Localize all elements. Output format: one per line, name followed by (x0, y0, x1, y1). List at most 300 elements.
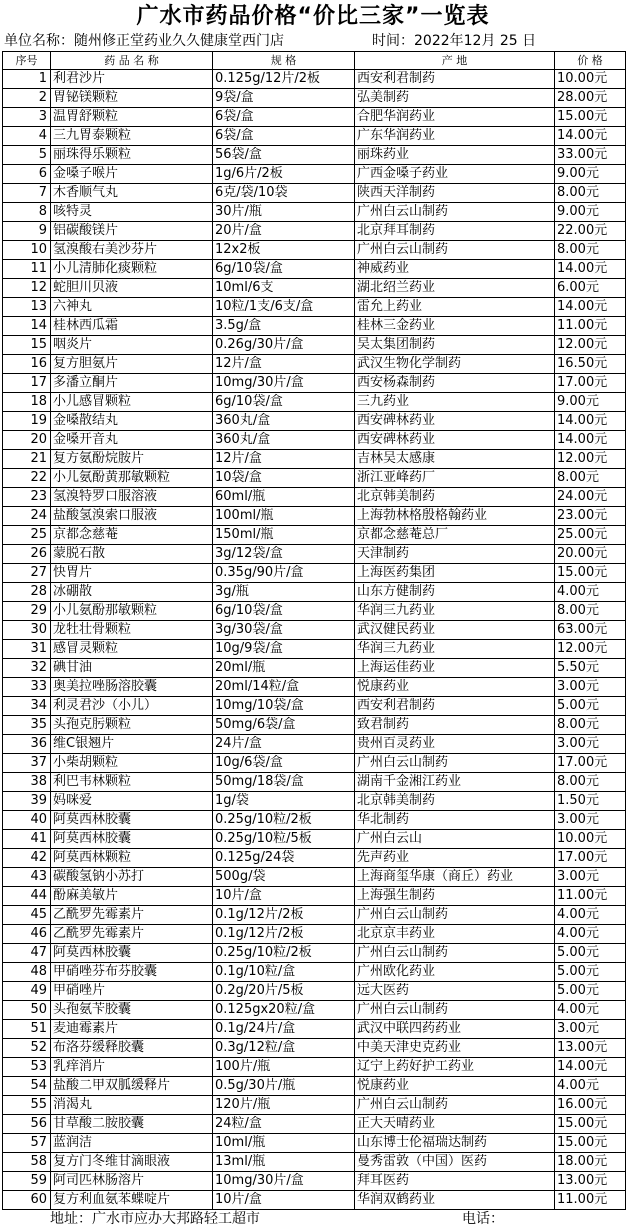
cell-no: 31 (3, 640, 51, 659)
cell-price: 8.00元 (555, 773, 626, 792)
cell-origin: 上海勃林格殷格翰药业 (355, 507, 555, 526)
table-row (3, 1039, 626, 1058)
cell-spec: 6g/10袋/盒 (213, 393, 355, 412)
cell-price: 13.00元 (555, 1172, 626, 1191)
cell-spec: 12片/盒 (213, 355, 355, 374)
cell-origin: 广州白云山制药 (355, 944, 555, 963)
table-row (3, 165, 626, 184)
cell-spec: 0.25g/10粒/2板 (213, 944, 355, 963)
cell-price: 4.00元 (555, 925, 626, 944)
date-label: 时间：2022年12月 25 日 (372, 33, 537, 49)
cell-name: 阿司匹林肠溶片 (51, 1172, 213, 1191)
cell-price: 4.00元 (555, 1001, 626, 1020)
table-row (3, 184, 626, 203)
cell-name: 乳痒消片 (51, 1058, 213, 1077)
cell-no: 43 (3, 868, 51, 887)
table-row (3, 412, 626, 431)
cell-no: 36 (3, 735, 51, 754)
cell-no: 2 (3, 89, 51, 108)
table-row (3, 982, 626, 1001)
cell-origin: 广东华润药业 (355, 127, 555, 146)
cell-price: 14.00元 (555, 127, 626, 146)
cell-no: 41 (3, 830, 51, 849)
cell-spec: 0.25g/10粒/2板 (213, 811, 355, 830)
cell-price: 23.00元 (555, 507, 626, 526)
cell-spec: 12x2板 (213, 241, 355, 260)
cell-name: 阿莫西林胶囊 (51, 811, 213, 830)
cell-spec: 150ml/瓶 (213, 526, 355, 545)
cell-no: 60 (3, 1191, 51, 1210)
cell-spec: 6袋/盒 (213, 108, 355, 127)
cell-no: 40 (3, 811, 51, 830)
cell-price: 14.00元 (555, 412, 626, 431)
cell-no: 56 (3, 1115, 51, 1134)
cell-price: 3.00元 (555, 811, 626, 830)
cell-spec: 120片/瓶 (213, 1096, 355, 1115)
cell-spec: 10片/盒 (213, 887, 355, 906)
cell-no: 4 (3, 127, 51, 146)
header-no: 序号 (3, 52, 51, 70)
cell-name: 多潘立酮片 (51, 374, 213, 393)
cell-price: 3.00元 (555, 678, 626, 697)
table-row (3, 1058, 626, 1077)
cell-origin: 神威药业 (355, 260, 555, 279)
cell-spec: 0.125g/24袋 (213, 849, 355, 868)
cell-no: 9 (3, 222, 51, 241)
cell-origin: 京都念慈菴总厂 (355, 526, 555, 545)
cell-no: 48 (3, 963, 51, 982)
cell-origin: 天津制药 (355, 545, 555, 564)
table-row (3, 602, 626, 621)
cell-no: 27 (3, 564, 51, 583)
cell-spec: 0.1g/12片/2板 (213, 906, 355, 925)
cell-name: 六神丸 (51, 298, 213, 317)
cell-no: 44 (3, 887, 51, 906)
cell-price: 12.00元 (555, 336, 626, 355)
cell-name: 甲硝唑芬布芬胶囊 (51, 963, 213, 982)
cell-spec: 3g/12袋/盒 (213, 545, 355, 564)
cell-no: 1 (3, 70, 51, 89)
cell-name: 妈咪爱 (51, 792, 213, 811)
table-row (3, 1096, 626, 1115)
table-row (3, 697, 626, 716)
header-origin: 产 地 (355, 52, 555, 70)
cell-name: 咳特灵 (51, 203, 213, 222)
cell-name: 蓝润洁 (51, 1134, 213, 1153)
table-row (3, 545, 626, 564)
table-row (3, 621, 626, 640)
cell-origin: 致君制药 (355, 716, 555, 735)
cell-name: 利君沙片 (51, 70, 213, 89)
cell-spec: 0.26g/30片/盒 (213, 336, 355, 355)
cell-no: 22 (3, 469, 51, 488)
cell-price: 17.00元 (555, 754, 626, 773)
cell-name: 胃铋镁颗粒 (51, 89, 213, 108)
cell-spec: 30片/瓶 (213, 203, 355, 222)
cell-price: 11.00元 (555, 887, 626, 906)
cell-price: 25.00元 (555, 526, 626, 545)
table-row (3, 450, 626, 469)
cell-spec: 0.1g/10粒/盒 (213, 963, 355, 982)
cell-name: 乙酰罗先霉素片 (51, 925, 213, 944)
cell-price: 16.50元 (555, 355, 626, 374)
cell-origin: 上海强生制药 (355, 887, 555, 906)
cell-price: 15.00元 (555, 1134, 626, 1153)
cell-spec: 360丸/盒 (213, 431, 355, 450)
header-price: 价 格 (555, 52, 626, 70)
cell-no: 42 (3, 849, 51, 868)
cell-no: 54 (3, 1077, 51, 1096)
table-row (3, 716, 626, 735)
cell-no: 13 (3, 298, 51, 317)
table-row (3, 792, 626, 811)
cell-no: 30 (3, 621, 51, 640)
cell-spec: 100片/瓶 (213, 1058, 355, 1077)
cell-spec: 10mg/30片/盒 (213, 374, 355, 393)
table-row (3, 336, 626, 355)
cell-price: 9.00元 (555, 165, 626, 184)
cell-price: 1.50元 (555, 792, 626, 811)
cell-spec: 6袋/盒 (213, 127, 355, 146)
table-row (3, 925, 626, 944)
table-row (3, 868, 626, 887)
cell-no: 10 (3, 241, 51, 260)
cell-name: 温胃舒颗粒 (51, 108, 213, 127)
cell-no: 45 (3, 906, 51, 925)
cell-spec: 6克/袋/10袋 (213, 184, 355, 203)
table-row (3, 735, 626, 754)
cell-spec: 10g/9袋/盒 (213, 640, 355, 659)
cell-name: 桂林西瓜霜 (51, 317, 213, 336)
cell-name: 阿莫西林颗粒 (51, 849, 213, 868)
cell-no: 11 (3, 260, 51, 279)
cell-no: 12 (3, 279, 51, 298)
cell-name: 复方胆氨片 (51, 355, 213, 374)
cell-origin: 西安利君制药 (355, 697, 555, 716)
cell-origin: 湖北绍兰药业 (355, 279, 555, 298)
cell-name: 布洛芬缓释胶囊 (51, 1039, 213, 1058)
cell-origin: 广州白云山制药 (355, 1096, 555, 1115)
cell-name: 龙牡壮骨颗粒 (51, 621, 213, 640)
cell-origin: 山东博士伦福瑞达制药 (355, 1134, 555, 1153)
cell-spec: 1g/6片/2板 (213, 165, 355, 184)
cell-name: 小儿清肺化痰颗粒 (51, 260, 213, 279)
table-row (3, 564, 626, 583)
table-row (3, 1020, 626, 1039)
cell-origin: 贵州百灵药业 (355, 735, 555, 754)
cell-spec: 10片/盒 (213, 1191, 355, 1210)
price-table (2, 51, 626, 1210)
footer (0, 1211, 626, 1228)
cell-origin: 武汉健民药业 (355, 621, 555, 640)
cell-spec: 3g/30袋/盒 (213, 621, 355, 640)
cell-price: 14.00元 (555, 1058, 626, 1077)
table-body (3, 70, 626, 1210)
cell-name: 蒙脱石散 (51, 545, 213, 564)
cell-origin: 华润三九药业 (355, 640, 555, 659)
cell-no: 34 (3, 697, 51, 716)
cell-no: 47 (3, 944, 51, 963)
cell-origin: 丽珠药业 (355, 146, 555, 165)
table-row (3, 146, 626, 165)
cell-origin: 华润双鹤药业 (355, 1191, 555, 1210)
cell-origin: 广州白云山制药 (355, 906, 555, 925)
table-row (3, 811, 626, 830)
table-row (3, 1191, 626, 1210)
cell-origin: 北京韩美制药 (355, 792, 555, 811)
cell-name: 木香顺气丸 (51, 184, 213, 203)
cell-no: 16 (3, 355, 51, 374)
cell-origin: 广州白云山制药 (355, 203, 555, 222)
cell-name: 小儿氨酚那敏颗粒 (51, 602, 213, 621)
cell-origin: 陕西天洋制药 (355, 184, 555, 203)
cell-no: 19 (3, 412, 51, 431)
table-row (3, 659, 626, 678)
table-row (3, 222, 626, 241)
cell-origin: 湖南千金湘江药业 (355, 773, 555, 792)
table-row (3, 203, 626, 222)
cell-price: 14.00元 (555, 431, 626, 450)
cell-spec: 10g/6袋/盒 (213, 754, 355, 773)
cell-name: 甘草酸二胺胶囊 (51, 1115, 213, 1134)
cell-name: 盐酸二甲双胍缓释片 (51, 1077, 213, 1096)
cell-no: 6 (3, 165, 51, 184)
cell-origin: 广西金嗓子药业 (355, 165, 555, 184)
cell-name: 快胃片 (51, 564, 213, 583)
cell-no: 26 (3, 545, 51, 564)
table-row (3, 241, 626, 260)
cell-price: 9.00元 (555, 393, 626, 412)
cell-price: 6.00元 (555, 279, 626, 298)
cell-no: 58 (3, 1153, 51, 1172)
cell-name: 感冒灵颗粒 (51, 640, 213, 659)
cell-price: 8.00元 (555, 716, 626, 735)
cell-price: 8.00元 (555, 241, 626, 260)
table-row (3, 374, 626, 393)
cell-no: 46 (3, 925, 51, 944)
cell-name: 铝碳酸镁片 (51, 222, 213, 241)
table-row (3, 70, 626, 89)
cell-price: 3.00元 (555, 868, 626, 887)
cell-origin: 西安碑林药业 (355, 412, 555, 431)
cell-price: 5.00元 (555, 982, 626, 1001)
footer-phone: 电话： (462, 1211, 504, 1227)
cell-spec: 20ml/瓶 (213, 659, 355, 678)
cell-name: 复方氨酚烷胺片 (51, 450, 213, 469)
cell-name: 维C银翘片 (51, 735, 213, 754)
cell-spec: 10ml/6支 (213, 279, 355, 298)
table-row (3, 393, 626, 412)
cell-origin: 西安碑林药业 (355, 431, 555, 450)
table-row (3, 640, 626, 659)
cell-name: 复方利血氨苯蝶啶片 (51, 1191, 213, 1210)
cell-name: 酚麻美敏片 (51, 887, 213, 906)
cell-origin: 上海运佳药业 (355, 659, 555, 678)
cell-origin: 广州白云山 (355, 830, 555, 849)
cell-name: 京都念慈菴 (51, 526, 213, 545)
cell-spec: 1g/袋 (213, 792, 355, 811)
cell-price: 16.00元 (555, 1096, 626, 1115)
cell-origin: 中美天津史克药业 (355, 1039, 555, 1058)
cell-origin: 合肥华润药业 (355, 108, 555, 127)
cell-no: 24 (3, 507, 51, 526)
cell-spec: 12片/盒 (213, 450, 355, 469)
cell-no: 53 (3, 1058, 51, 1077)
table-row (3, 773, 626, 792)
cell-spec: 0.125g/12片/2板 (213, 70, 355, 89)
cell-name: 碘甘油 (51, 659, 213, 678)
cell-no: 15 (3, 336, 51, 355)
store-info-line (4, 32, 626, 50)
cell-no: 28 (3, 583, 51, 602)
table-row (3, 678, 626, 697)
cell-price: 10.00元 (555, 70, 626, 89)
cell-origin: 武汉生物化学制药 (355, 355, 555, 374)
cell-spec: 10mg/10袋/盒 (213, 697, 355, 716)
cell-name: 丽珠得乐颗粒 (51, 146, 213, 165)
cell-spec: 50mg/18袋/盒 (213, 773, 355, 792)
table-row (3, 830, 626, 849)
table-row (3, 526, 626, 545)
table-row (3, 963, 626, 982)
cell-spec: 10ml/瓶 (213, 1134, 355, 1153)
table-row (3, 887, 626, 906)
cell-spec: 0.5g/30片/瓶 (213, 1077, 355, 1096)
cell-price: 4.00元 (555, 906, 626, 925)
cell-no: 18 (3, 393, 51, 412)
cell-name: 甲硝唑片 (51, 982, 213, 1001)
cell-origin: 正大天晴药业 (355, 1115, 555, 1134)
cell-name: 头孢克肟颗粒 (51, 716, 213, 735)
table-row (3, 260, 626, 279)
cell-spec: 24片/盒 (213, 735, 355, 754)
cell-price: 5.00元 (555, 963, 626, 982)
cell-price: 9.00元 (555, 203, 626, 222)
cell-no: 17 (3, 374, 51, 393)
cell-spec: 3.5g/盒 (213, 317, 355, 336)
cell-price: 15.00元 (555, 564, 626, 583)
cell-no: 25 (3, 526, 51, 545)
cell-name: 头孢氨苄胶囊 (51, 1001, 213, 1020)
cell-no: 57 (3, 1134, 51, 1153)
cell-price: 12.00元 (555, 640, 626, 659)
cell-origin: 广州白云山制药 (355, 241, 555, 260)
table-row (3, 906, 626, 925)
table-row (3, 317, 626, 336)
cell-spec: 6g/10袋/盒 (213, 602, 355, 621)
cell-spec: 20ml/14粒/盒 (213, 678, 355, 697)
cell-no: 38 (3, 773, 51, 792)
cell-origin: 曼秀雷敦（中国）医药 (355, 1153, 555, 1172)
cell-price: 11.00元 (555, 1191, 626, 1210)
cell-name: 冰硼散 (51, 583, 213, 602)
cell-origin: 北京京丰药业 (355, 925, 555, 944)
cell-price: 4.00元 (555, 583, 626, 602)
table-row (3, 298, 626, 317)
cell-spec: 500g/袋 (213, 868, 355, 887)
cell-no: 21 (3, 450, 51, 469)
cell-price: 11.00元 (555, 317, 626, 336)
table-header-row (3, 52, 626, 70)
cell-name: 利灵君沙（小儿） (51, 697, 213, 716)
cell-spec: 3g/瓶 (213, 583, 355, 602)
cell-no: 59 (3, 1172, 51, 1191)
table-row (3, 1172, 626, 1191)
cell-spec: 0.1g/12片/2板 (213, 925, 355, 944)
cell-name: 碳酸氢钠小苏打 (51, 868, 213, 887)
table-row (3, 944, 626, 963)
cell-spec: 0.25g/10粒/5板 (213, 830, 355, 849)
cell-spec: 9袋/盒 (213, 89, 355, 108)
table-row (3, 89, 626, 108)
cell-origin: 远大医药 (355, 982, 555, 1001)
cell-price: 33.00元 (555, 146, 626, 165)
table-row (3, 431, 626, 450)
cell-no: 37 (3, 754, 51, 773)
cell-origin: 吴太集团制药 (355, 336, 555, 355)
cell-origin: 广州白云山制药 (355, 1001, 555, 1020)
cell-price: 24.00元 (555, 488, 626, 507)
cell-name: 蛇胆川贝液 (51, 279, 213, 298)
cell-price: 14.00元 (555, 298, 626, 317)
cell-origin: 浙江亚峰药厂 (355, 469, 555, 488)
cell-price: 3.00元 (555, 1020, 626, 1039)
cell-name: 小柴胡颗粒 (51, 754, 213, 773)
cell-price: 8.00元 (555, 602, 626, 621)
cell-origin: 山东方健制药 (355, 583, 555, 602)
cell-name: 阿莫西林胶囊 (51, 944, 213, 963)
cell-no: 20 (3, 431, 51, 450)
cell-no: 52 (3, 1039, 51, 1058)
cell-price: 15.00元 (555, 1115, 626, 1134)
cell-price: 12.00元 (555, 450, 626, 469)
cell-origin: 西安杨森制药 (355, 374, 555, 393)
cell-price: 22.00元 (555, 222, 626, 241)
page-title: 广水市药品价格“价比三家”一览表 (136, 4, 490, 29)
cell-spec: 0.2g/20片/5板 (213, 982, 355, 1001)
table-row (3, 469, 626, 488)
cell-no: 32 (3, 659, 51, 678)
table-row (3, 1115, 626, 1134)
cell-origin: 华润三九药业 (355, 602, 555, 621)
store-name: 单位名称：随州修正堂药业久久健康堂西门店 (4, 33, 284, 49)
cell-spec: 6g/10袋/盒 (213, 260, 355, 279)
table-row (3, 754, 626, 773)
cell-origin: 北京韩美制药 (355, 488, 555, 507)
cell-no: 49 (3, 982, 51, 1001)
cell-name: 金嗓散结丸 (51, 412, 213, 431)
cell-price: 20.00元 (555, 545, 626, 564)
cell-name: 氢溴酸右美沙芬片 (51, 241, 213, 260)
cell-origin: 西安利君制药 (355, 70, 555, 89)
cell-price: 8.00元 (555, 184, 626, 203)
cell-name: 阿莫西林胶囊 (51, 830, 213, 849)
footer-address: 地址：广水市应办大邦路轻工超市 (50, 1211, 260, 1227)
cell-price: 14.00元 (555, 260, 626, 279)
cell-spec: 0.35g/90片/盒 (213, 564, 355, 583)
cell-spec: 10袋/盒 (213, 469, 355, 488)
cell-origin: 三九药业 (355, 393, 555, 412)
cell-no: 23 (3, 488, 51, 507)
cell-spec: 0.125gx20粒/盒 (213, 1001, 355, 1020)
cell-name: 麦迪霉素片 (51, 1020, 213, 1039)
table-row (3, 1134, 626, 1153)
cell-origin: 先声药业 (355, 849, 555, 868)
cell-price: 5.50元 (555, 659, 626, 678)
table-row (3, 488, 626, 507)
cell-spec: 60ml/瓶 (213, 488, 355, 507)
cell-price: 28.00元 (555, 89, 626, 108)
